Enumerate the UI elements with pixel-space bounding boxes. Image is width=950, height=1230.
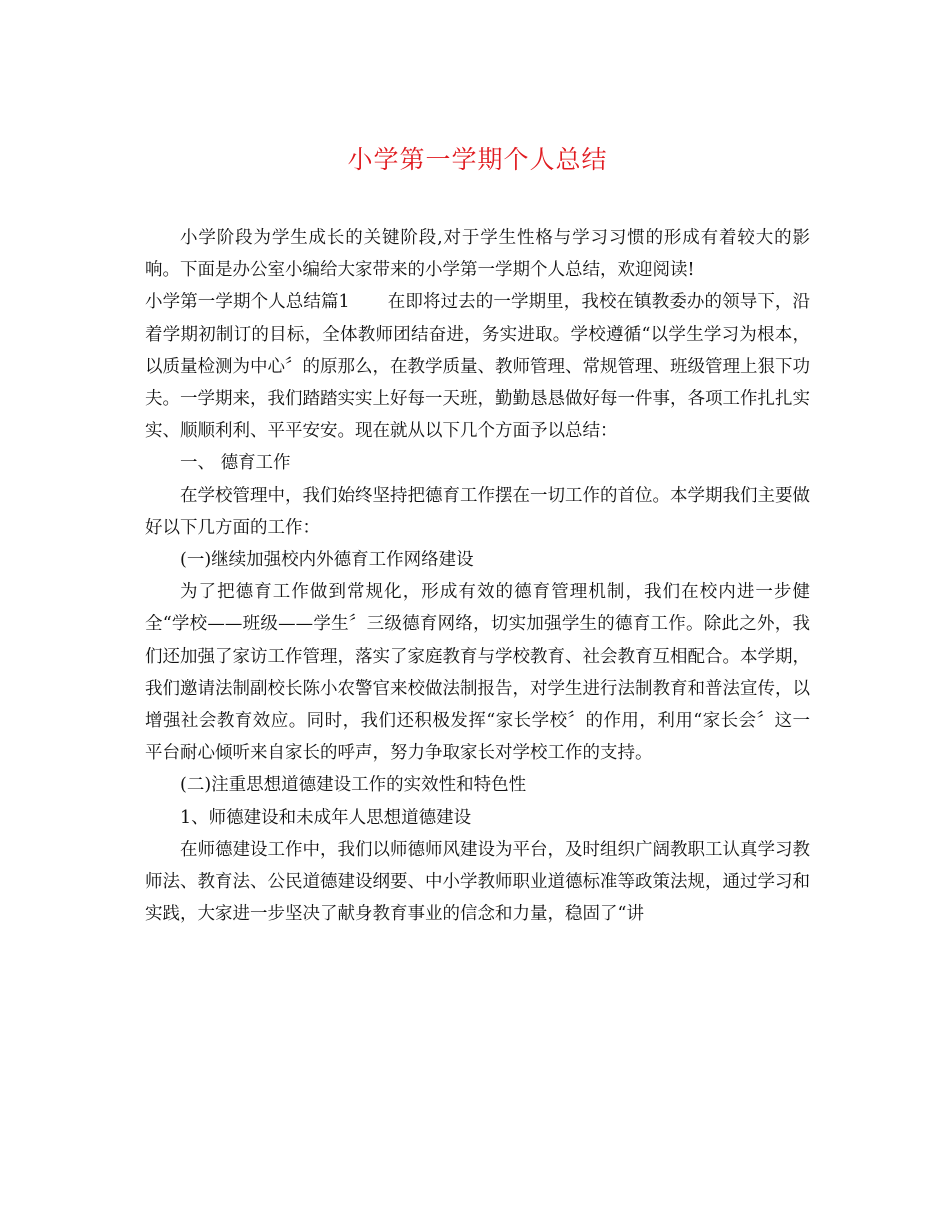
document-body [145,222,810,930]
subheading-teacher-ethics: 1、师德建设和未成年人思想道德建设 [180,807,472,828]
paragraph-teacher-ethics: 在师德建设工作中，我们以师德师风建设为平台，及时组织广阔教职工认真学习教师法、教育法、公民道德建设纲要、中小学教师职业道德标准等政策法规，通过学习和实践，大家进一步坚决了献身教育事业的信念和力量，稳固了“讲 [145,839,810,925]
paragraph-network: 为了把德育工作做到常规化，形成有效的德育管理机制，我们在校内进一步健全“学校——班级——学生〞三级德育网络，切实加强学生的德育工作。除此之外，我们还加强了家访工作管理，落实了家庭教育与学校教育、社会教育互相配合。本学期，我们邀请法制副校长陈小农警官来校做法制报告，对学生进行法制教育和普法宣传，以增强社会教育效应。同时，我们还积极发挥“家长学校〞的作用，利用“家长会〞这一平台耐心倾听来自家长的呼声，努力争取家长对学校工作的支持。 [145,582,810,764]
paragraph-moral-intro: 在学校管理中，我们始终坚持把德育工作摆在一切工作的首位。本学期我们主要做好以下几方面的工作： [145,485,810,538]
paragraph-intro: 小学阶段为学生成长的关键阶段,对于学生性格与学习习惯的形成有着较大的影响。下面是办公室小编给大家带来的小学第一学期个人总结，欢迎阅读! [145,228,810,281]
subheading-network: (一)继续加强校内外德育工作网络建设 [180,550,474,571]
section-heading: 小学第一学期个人总结篇1 [145,292,350,313]
paragraph-section-1 [145,286,810,447]
heading-moral-education: 一、 德育工作 [180,453,291,474]
section-text: 在即将过去的一学期里，我校在镇教委办的领导下，沿着学期初制订的目标，全体教师团结奋进，务实进取。学校遵循“以学生学习为根本，以质量检测为中心〞的原那么，在教学质量、教师管理、常规管理、班级管理上狠下功夫。一学期来，我们踏踏实实上好每一天班，勤勤恳恳做好每一件事，各项工作扎扎实实、顺顺利利、平平安安。现在就从以下几个方面予以总结： [145,292,811,442]
document-title: 小学第一学期个人总结 [347,145,608,174]
subheading-effectiveness: (二)注重思想道德建设工作的实效性和特色性 [180,775,527,796]
